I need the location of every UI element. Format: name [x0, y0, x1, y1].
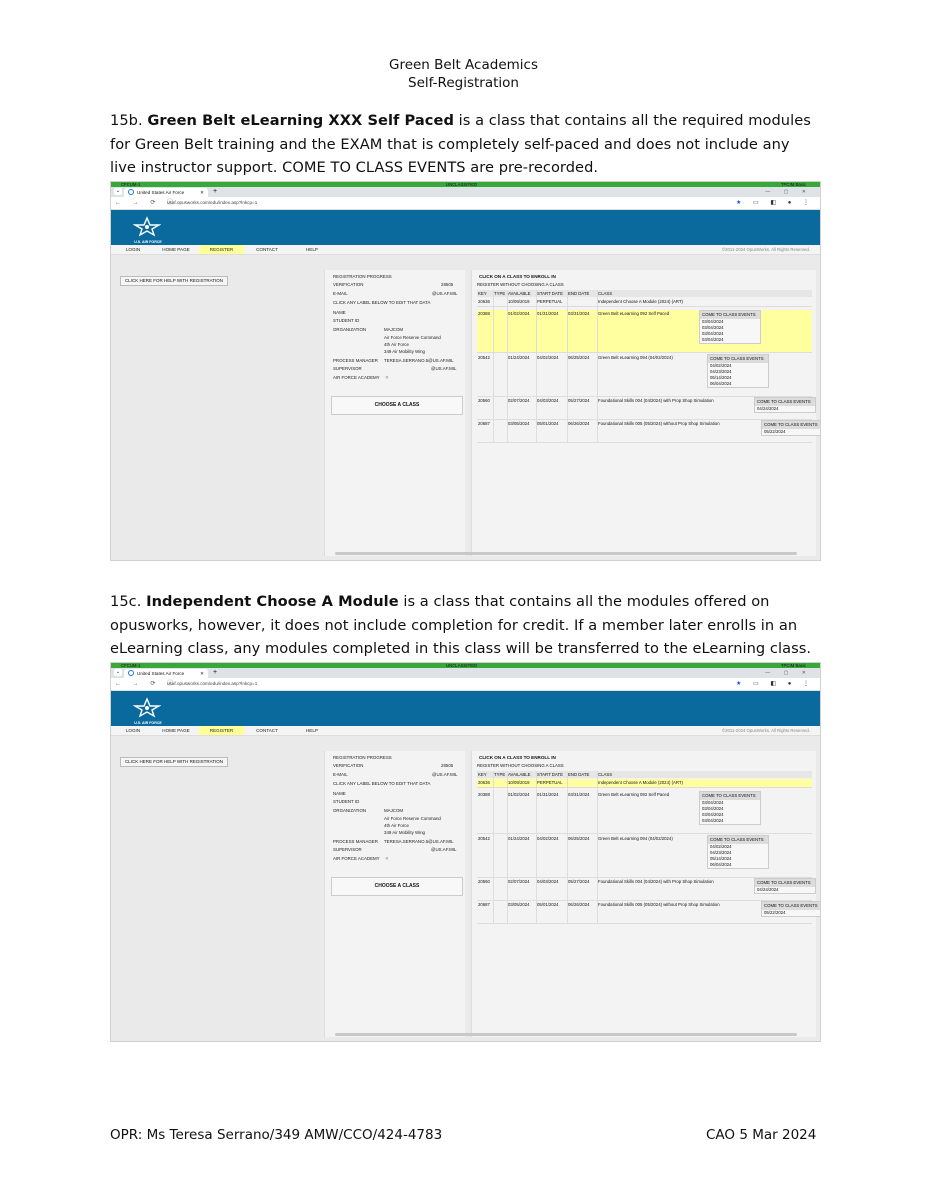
student-id-label[interactable]: STUDENT ID — [333, 318, 360, 323]
event-date[interactable]: 06/04/2024 — [710, 862, 732, 867]
class-events-box — [707, 835, 769, 869]
horizontal-scrollbar[interactable] — [335, 1033, 797, 1036]
start-date: PERPETUAL — [537, 299, 563, 304]
paragraph-number: 15b. — [110, 112, 143, 129]
available-date: 03/05/2024 — [508, 902, 530, 907]
class-row[interactable] — [477, 835, 812, 878]
org-line: 349 Air Mobility Wing — [384, 349, 425, 354]
class-events-header: COME TO CLASS EVENTS — [762, 421, 821, 429]
footer-opr: OPR: Ms Teresa Serrano/349 AMW/CCO/424-4783 — [110, 1127, 443, 1143]
class-row[interactable] — [477, 420, 818, 443]
column-divider — [597, 771, 598, 924]
class-row[interactable] — [477, 310, 812, 353]
column-divider — [507, 290, 508, 443]
menu-help[interactable]: HELP — [305, 247, 318, 252]
verification-label[interactable]: VERIFICATION — [333, 763, 364, 768]
globe-icon — [128, 670, 134, 676]
class-name: Foundational Skills 005 (05/2024) without Prop Shop Simulation — [598, 421, 720, 426]
event-date[interactable]: 06/04/2024 — [710, 381, 732, 386]
logo-text: U.S. AIR FORCE — [134, 721, 162, 725]
class-name: Green Belt eLearning 094 (04/02/2024) — [598, 836, 673, 841]
supervisor-value: @US.AF.MIL — [431, 366, 457, 371]
menu-login[interactable]: LOGIN — [125, 247, 141, 252]
class-row[interactable] — [477, 791, 812, 834]
class-key: 20542 — [478, 355, 490, 360]
verification-label[interactable]: VERIFICATION — [333, 282, 364, 287]
enroll-title: CLICK ON A CLASS TO ENROLL IN — [479, 274, 556, 279]
event-date[interactable]: 03/04/2024 — [702, 337, 724, 342]
start-date: 04/02/2024 — [537, 836, 559, 841]
name-label[interactable]: NAME — [333, 791, 346, 796]
class-events-header: COME TO CLASS EVENTS — [755, 879, 815, 887]
horizontal-scrollbar[interactable] — [335, 552, 797, 555]
registration-help-button[interactable]: CLICK HERE FOR HELP WITH REGISTRATION — [120, 276, 228, 286]
event-date[interactable]: 03/04/2024 — [702, 806, 724, 811]
classification-left: CFCUM-1 — [121, 663, 141, 668]
org-line: Air Force Reserve Command — [384, 335, 441, 340]
bookmark-star-icon[interactable]: ★ — [735, 200, 747, 206]
register-without-class-link[interactable]: REGISTER WITHOUT CHOOSING A CLASS — [477, 763, 564, 768]
classification-center: UNCLASSIFIED — [446, 182, 478, 187]
url-field[interactable]: usaf.opusworks.com/edu/index.asp?lnkcp=1 — [167, 200, 258, 205]
email-value: @US.AF.MIL — [432, 772, 458, 777]
class-events-box — [707, 354, 769, 388]
classification-left: CFCUM-1 — [121, 182, 141, 187]
edit-hint: CLICK ANY LABEL BELOW TO EDIT THAT DATA — [333, 781, 431, 786]
column-divider — [567, 290, 568, 443]
header-type: TYPE — [494, 291, 506, 296]
start-date: 04/02/2024 — [537, 355, 559, 360]
process-manager-value: TERESA.SERRANO.5@US.AF.MIL — [384, 839, 454, 844]
site-menu — [111, 726, 820, 736]
class-name: Independent Choose A Module (2024) (ART) — [598, 299, 683, 304]
event-date[interactable]: 04/23/2024 — [710, 369, 732, 374]
air-force-academy-label[interactable]: AIR FORCE ACADEMY — [333, 375, 380, 380]
paragraph-text: is a class that contains all the required modules for Green Belt training and the EXAM that is completely self-paced and does not include any live instructor support. COME TO CLASS EVENTS are pre-recorded. — [110, 112, 811, 176]
screenshot-15b — [110, 181, 821, 561]
email-value: @US.AF.MIL — [432, 291, 458, 296]
academy-x-icon[interactable]: ✕ — [385, 856, 389, 861]
close-tab-icon[interactable]: ✕ — [200, 671, 204, 676]
available-date: 01/02/2024 — [508, 792, 530, 797]
supervisor-label[interactable]: SUPERVISOR — [333, 366, 362, 371]
logo-text: U.S. AIR FORCE — [134, 240, 162, 244]
class-row[interactable] — [477, 298, 812, 307]
class-name: Green Belt eLearning 092 Self Paced — [598, 311, 670, 316]
class-key: 20388 — [478, 792, 490, 797]
column-divider — [597, 290, 598, 443]
header-class: CLASS — [598, 772, 613, 777]
process-manager-label[interactable]: PROCESS MANAGER — [333, 358, 378, 363]
class-row[interactable] — [477, 878, 812, 901]
menu-home-page[interactable]: HOME PAGE — [162, 728, 190, 733]
browser-toolbar-icons[interactable]: ★ ▭ ◧ ● ⋮ — [735, 200, 814, 206]
event-date[interactable]: 03/04/2024 — [702, 319, 724, 324]
end-date: 06/26/2024 — [568, 421, 590, 426]
class-key: 20687 — [478, 421, 490, 426]
class-name: Foundational Skills 005 (05/2024) without Prop Shop Simulation — [598, 902, 720, 907]
student-id-label[interactable]: STUDENT ID — [333, 799, 360, 804]
choose-class-button[interactable]: CHOOSE A CLASS — [331, 877, 463, 896]
enroll-title: CLICK ON A CLASS TO ENROLL IN — [479, 755, 556, 760]
classification-right: TPCIM Basic — [780, 663, 806, 668]
org-line: MAJCOM — [384, 327, 404, 332]
class-events-header: COME TO CLASS EVENTS — [755, 398, 815, 406]
menu-home-page[interactable]: HOME PAGE — [162, 247, 190, 252]
event-date[interactable]: 05/22/2024 — [764, 910, 786, 915]
class-events-header: COME TO CLASS EVENTS — [700, 792, 760, 800]
event-date[interactable]: 05/14/2024 — [710, 375, 732, 380]
registration-progress-title: REGISTRATION PROGRESS — [333, 755, 392, 760]
end-date: 03/31/2024 — [568, 311, 590, 316]
header-type: TYPE — [494, 772, 506, 777]
class-row[interactable] — [477, 354, 812, 397]
event-date[interactable]: 04/02/2024 — [710, 844, 732, 849]
event-date[interactable]: 04/24/2024 — [757, 887, 779, 892]
class-events-box — [699, 791, 761, 825]
start-date: 01/31/2024 — [537, 311, 559, 316]
registration-progress-title: REGISTRATION PROGRESS — [333, 274, 392, 279]
start-date: 04/03/2024 — [537, 879, 559, 884]
column-divider — [536, 771, 537, 924]
available-date: 02/07/2024 — [508, 879, 530, 884]
site-banner — [111, 691, 820, 726]
class-key: 20388 — [478, 311, 490, 316]
edit-hint: CLICK ANY LABEL BELOW TO EDIT THAT DATA — [333, 300, 431, 305]
process-manager-label[interactable]: PROCESS MANAGER — [333, 839, 378, 844]
address-bar — [111, 197, 820, 210]
supervisor-value: @US.AF.MIL — [431, 847, 457, 852]
class-key: 20560 — [478, 879, 490, 884]
classification-right: TPCIM Basic — [780, 182, 806, 187]
browser-toolbar-icons[interactable]: ★ ▭ ◧ ● ⋮ — [735, 681, 814, 687]
doc-subtitle: Self-Registration — [408, 75, 519, 91]
header-key: KEY — [478, 772, 487, 777]
verification-value: 28505 — [441, 282, 454, 287]
available-date: 03/05/2024 — [508, 421, 530, 426]
start-date: PERPETUAL — [537, 780, 563, 785]
class-key: 20542 — [478, 836, 490, 841]
class-events-box — [699, 310, 761, 344]
end-date: 05/27/2024 — [568, 879, 590, 884]
event-date[interactable]: 03/04/2024 — [702, 800, 724, 805]
tab-search-button[interactable]: ⌄ — [115, 188, 121, 194]
header-start-date: START DATE — [537, 772, 563, 777]
site-banner — [111, 210, 820, 245]
column-divider — [493, 290, 494, 443]
column-divider — [536, 290, 537, 443]
bookmark-star-icon[interactable]: ★ — [735, 681, 747, 687]
class-events-box — [754, 878, 816, 894]
event-date[interactable]: 03/04/2024 — [702, 325, 724, 330]
available-date: 10/09/2019 — [508, 780, 530, 785]
end-date: 03/31/2024 — [568, 792, 590, 797]
close-tab-icon[interactable]: ✕ — [200, 190, 204, 195]
end-date: 06/25/2024 — [568, 355, 590, 360]
air-force-academy-label[interactable]: AIR FORCE ACADEMY — [333, 856, 380, 861]
email-label[interactable]: E-MAIL — [333, 772, 348, 777]
header-end-date: END DATE — [568, 772, 590, 777]
class-events-header: COME TO CLASS EVENTS — [762, 902, 821, 910]
header-available: AVAILABLE — [508, 291, 531, 296]
tab-title: United States Air Force — [137, 671, 185, 676]
available-date: 01/02/2024 — [508, 311, 530, 316]
start-date: 01/31/2024 — [537, 792, 559, 797]
doc-title: Green Belt Academics — [388, 57, 538, 73]
academy-x-icon[interactable]: ✕ — [385, 375, 389, 380]
email-label[interactable]: E-MAIL — [333, 291, 348, 296]
column-divider — [507, 771, 508, 924]
class-name: Independent Choose A Module (2024) (ART) — [598, 780, 683, 785]
column-divider — [493, 771, 494, 924]
class-events-header: COME TO CLASS EVENTS — [708, 836, 768, 844]
browser-tab[interactable] — [124, 669, 208, 678]
paragraph-15c — [110, 590, 820, 661]
browser-tab[interactable] — [124, 188, 208, 197]
process-manager-value: TERESA.SERRANO.5@US.AF.MIL — [384, 358, 454, 363]
url-field[interactable]: usaf.opusworks.com/edu/index.asp?lnkcp=1 — [167, 681, 258, 686]
copyright-text: ©2011-2024 OpusWorks. All Rights Reserved. — [721, 247, 810, 252]
paragraph-15b — [110, 109, 820, 180]
header-start-date: START DATE — [537, 291, 563, 296]
window-controls[interactable]: — ▢ ✕ — [765, 670, 812, 676]
header-end-date: END DATE — [568, 291, 590, 296]
navigation-buttons[interactable]: ← → ⟳ ⓘ — [115, 681, 179, 687]
class-key: 20687 — [478, 902, 490, 907]
class-row[interactable] — [477, 779, 812, 788]
class-key: 20636 — [478, 299, 490, 304]
window-controls[interactable]: — ▢ ✕ — [765, 189, 812, 195]
air-force-logo — [133, 216, 161, 240]
column-divider — [567, 771, 568, 924]
registration-help-button[interactable]: CLICK HERE FOR HELP WITH REGISTRATION — [120, 757, 228, 767]
header-available: AVAILABLE — [508, 772, 531, 777]
tab-title: United States Air Force — [137, 190, 185, 195]
start-date: 05/01/2024 — [537, 902, 559, 907]
tab-search-button[interactable]: ⌄ — [115, 669, 121, 675]
site-menu — [111, 245, 820, 255]
event-date[interactable]: 04/23/2024 — [710, 850, 732, 855]
header-key: KEY — [478, 291, 487, 296]
event-date[interactable]: 03/04/2024 — [702, 812, 724, 817]
paragraph-text: is a class that contains all the modules offered on opusworks, however, it does not include completion for credit. If a member later enrolls in an eLearning class, any modules completed in this class will be transferred to the eLearning class. — [110, 593, 812, 657]
menu-register[interactable]: REGISTER — [199, 245, 244, 254]
menu-login[interactable]: LOGIN — [125, 728, 141, 733]
event-date[interactable]: 05/14/2024 — [710, 856, 732, 861]
class-events-box — [761, 901, 821, 917]
organization-label[interactable]: ORGANIZATION — [333, 808, 367, 813]
classification-center: UNCLASSIFIED — [446, 663, 478, 668]
available-date: 10/09/2019 — [508, 299, 530, 304]
globe-icon — [128, 189, 134, 195]
class-name-bold: Independent Choose A Module — [146, 593, 399, 610]
new-tab-button[interactable]: + — [213, 669, 218, 676]
class-events-header: COME TO CLASS EVENTS — [700, 311, 760, 319]
copyright-text: ©2011-2024 OpusWorks. All Rights Reserved. — [721, 728, 810, 733]
available-date: 02/07/2024 — [508, 398, 530, 403]
event-date[interactable]: 03/04/2024 — [702, 331, 724, 336]
end-date: 06/26/2024 — [568, 902, 590, 907]
class-name: Green Belt eLearning 094 (04/02/2024) — [598, 355, 673, 360]
menu-contact[interactable]: CONTACT — [256, 247, 278, 252]
class-key: 20560 — [478, 398, 490, 403]
org-line: 4th Air Force — [384, 342, 409, 347]
new-tab-button[interactable]: + — [213, 188, 218, 195]
start-date: 05/01/2024 — [537, 421, 559, 426]
organization-label[interactable]: ORGANIZATION — [333, 327, 367, 332]
class-name: Foundational Skills 004 (04/2024) with Prop Shop Simulation — [598, 879, 714, 884]
name-label[interactable]: NAME — [333, 310, 346, 315]
navigation-buttons[interactable]: ← → ⟳ ⓘ — [115, 200, 179, 206]
available-date: 01/24/2024 — [508, 355, 530, 360]
end-date: 06/25/2024 — [568, 836, 590, 841]
air-force-logo — [133, 697, 161, 721]
paragraph-number: 15c. — [110, 593, 142, 610]
class-row[interactable] — [477, 397, 812, 420]
supervisor-label[interactable]: SUPERVISOR — [333, 847, 362, 852]
class-events-box — [754, 397, 816, 413]
event-date[interactable]: 04/24/2024 — [757, 406, 779, 411]
register-without-class-link[interactable]: REGISTER WITHOUT CHOOSING A CLASS — [477, 282, 564, 287]
org-line: 4th Air Force — [384, 823, 409, 828]
class-name: Green Belt eLearning 092 Self Paced — [598, 792, 670, 797]
start-date: 04/03/2024 — [537, 398, 559, 403]
browser-tab-strip — [111, 187, 820, 197]
org-line: MAJCOM — [384, 808, 404, 813]
event-date[interactable]: 05/22/2024 — [764, 429, 786, 434]
class-name-bold: Green Belt eLearning XXX Self Paced — [147, 112, 454, 129]
browser-tab-strip — [111, 668, 820, 678]
verification-value: 28505 — [441, 763, 454, 768]
class-key: 20636 — [478, 780, 490, 785]
footer-date: CAO 5 Mar 2024 — [706, 1127, 817, 1143]
class-events-box — [761, 420, 821, 436]
screenshot-15c — [110, 662, 821, 1042]
end-date: 05/27/2024 — [568, 398, 590, 403]
org-line: 349 Air Mobility Wing — [384, 830, 425, 835]
menu-register[interactable]: REGISTER — [199, 726, 244, 735]
org-line: Air Force Reserve Command — [384, 816, 441, 821]
class-events-header: COME TO CLASS EVENTS — [708, 355, 768, 363]
choose-class-button[interactable]: CHOOSE A CLASS — [331, 396, 463, 415]
menu-contact[interactable]: CONTACT — [256, 728, 278, 733]
address-bar — [111, 678, 820, 691]
header-class: CLASS — [598, 291, 613, 296]
class-row[interactable] — [477, 901, 818, 924]
class-name: Foundational Skills 004 (04/2024) with Prop Shop Simulation — [598, 398, 714, 403]
event-date[interactable]: 04/02/2024 — [710, 363, 732, 368]
class-table-header — [477, 771, 812, 778]
class-table-header — [477, 290, 812, 297]
menu-help[interactable]: HELP — [305, 728, 318, 733]
available-date: 01/24/2024 — [508, 836, 530, 841]
event-date[interactable]: 03/04/2024 — [702, 818, 724, 823]
document-header — [0, 56, 927, 92]
